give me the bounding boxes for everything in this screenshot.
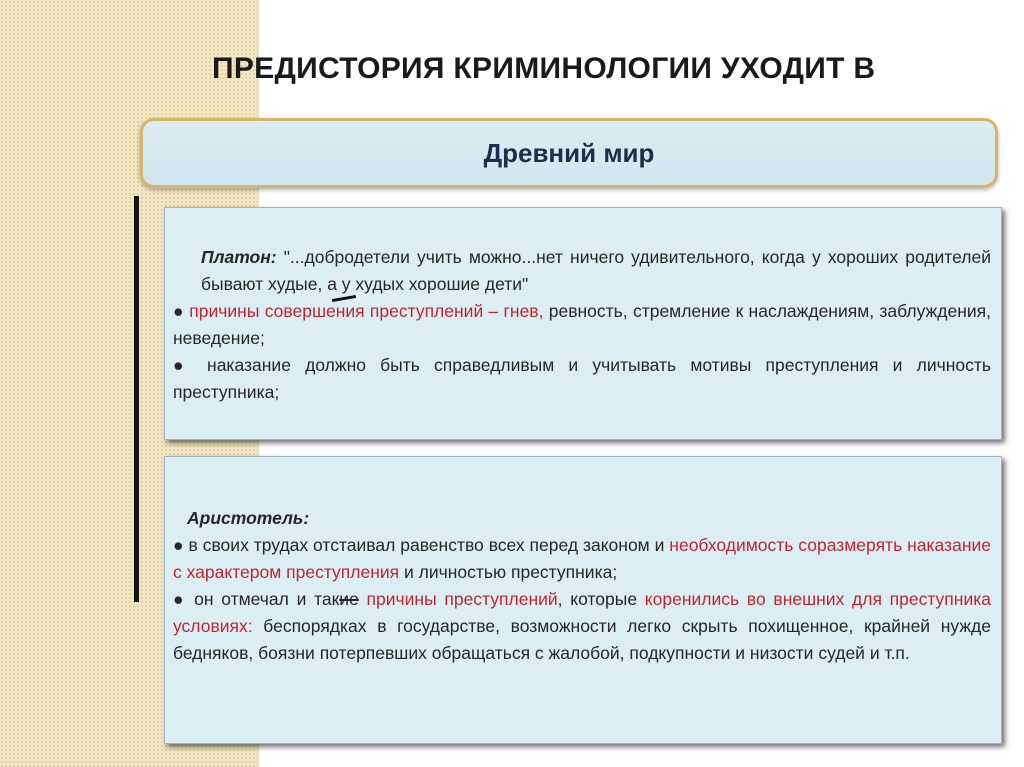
period-header-label: Древний мир [483,137,655,168]
aristotle-panel [164,456,1002,744]
timeline-bar [134,196,139,602]
plato-quote-paragraph [173,244,991,298]
aristotle-name-paragraph [173,505,991,532]
plato-bullet-punishment: ● наказание должно быть справедливым и учитывать мотивы преступления и личность преступника; [173,355,991,402]
aristotle-bullet-causes [173,586,991,667]
aristotle-causes-red-2: коренились во внешних для преступника условиях: [173,589,991,636]
aristotle-causes-text-3: беспорядках в государстве, возможности легко скрыть похищенное, крайней нужде бедняков, боязни потерпевших обращаться с жалобой, подкупности и низости судей и т.п. [173,616,991,663]
aristotle-causes-red-1: причины преступлений [358,589,558,609]
aristotle-causes-text-2: , которые [557,589,645,609]
plato-quote: "...добродетели учить можно...нет ничего удивительного, когда у хороших родителей бывают худые, а у худых хорошие дети" [201,247,991,294]
plato-causes-rest: ревность, стремление к наслаждениям, заблуждения, неведение; [173,301,991,348]
aristotle-causes-strike: ие [339,589,359,609]
aristotle-equality-red: необходимость соразмерять наказание с характером преступления [173,535,991,582]
slide-title: ПРЕДИСТОРИЯ КРИМИНОЛОГИИ УХОДИТ В [212,52,876,85]
aristotle-bullet-equality [173,532,991,586]
aristotle-equality-text-2: и личностью преступника; [399,562,618,582]
aristotle-name: Аристотель: [187,508,310,528]
plato-causes-red-1: причины соверш [184,301,326,321]
aristotle-causes-text-1: ● он отмечал и так [173,589,340,609]
plato-panel [164,207,1002,440]
plato-name: Платон: [201,247,277,267]
period-header-box [140,118,998,188]
bullet-marker: ● [173,301,184,321]
plato-causes-red-marked: ения [325,301,365,321]
plato-causes-red-2: преступлений – гнев, [364,301,544,321]
aristotle-equality-text-1: ● в своих трудах отстаивал равенство всех перед законом и [173,535,670,555]
plato-bullet-causes [173,298,991,352]
